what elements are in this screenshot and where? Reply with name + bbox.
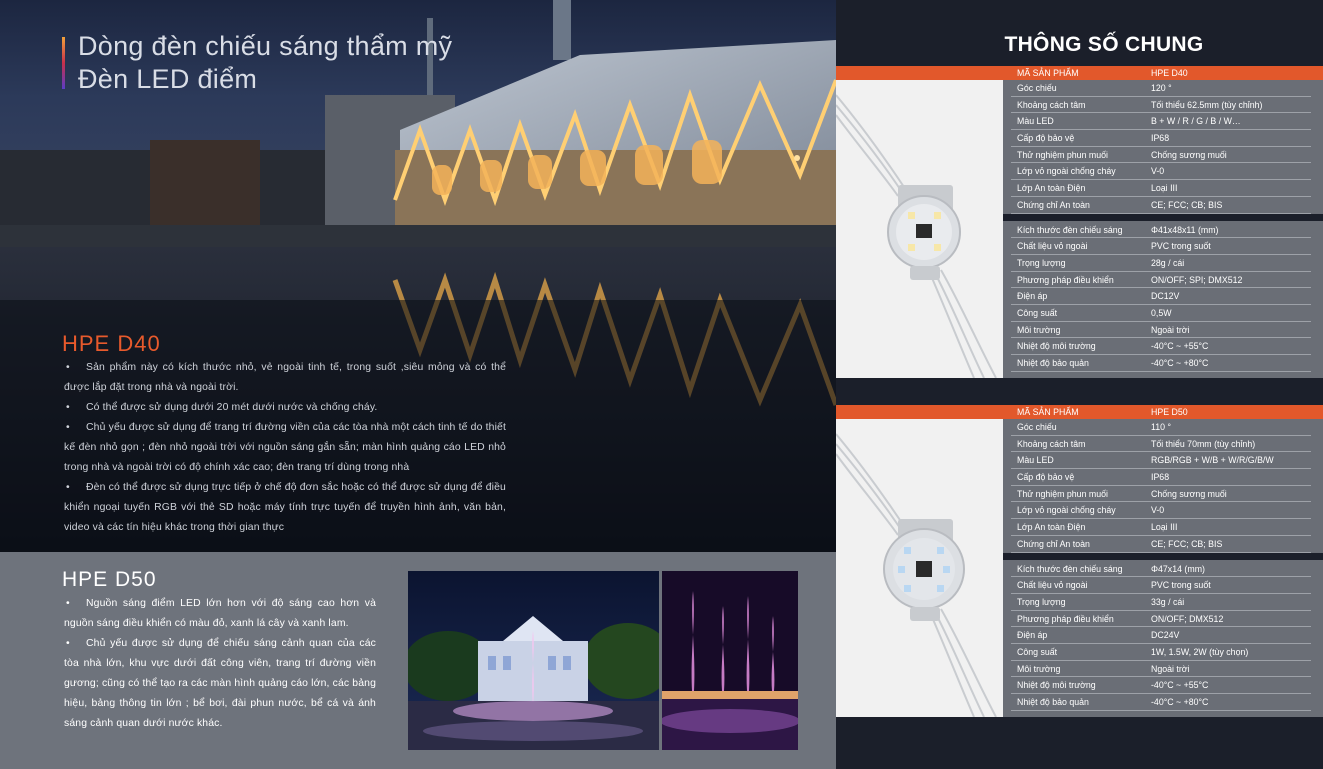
spec-key: Khoảng cách tâm [1017,438,1086,449]
fountain-photo-palace [408,571,659,750]
spec-value: Ngoài trời [1151,324,1190,335]
spec-value: DC12V [1151,291,1180,302]
title-accent-bar [62,37,65,89]
spec-row [1003,519,1323,536]
spec-key: Khoảng cách tâm [1017,99,1086,110]
spec-row [1003,305,1323,322]
d50-product-image [836,419,1003,717]
spec-row [1003,113,1323,130]
spec-key: Phương pháp điều khiển [1017,274,1114,285]
d50-spec-panel [1003,419,1323,717]
spec-key: Thử nghiệm phun muối [1017,488,1108,499]
spec-value: IP68 [1151,133,1170,144]
spec-key: Màu LED [1017,116,1054,127]
d50-section [0,552,836,769]
spec-row [1003,163,1323,180]
spec-row [1003,255,1323,272]
spec-row [1003,502,1323,519]
spec-row [1003,594,1323,611]
spec-value: 28g / cái [1151,257,1185,268]
group-separator [1003,214,1323,221]
spec-key: Điện áp [1017,291,1048,302]
spec-key: Chất liệu vỏ ngoài [1017,580,1088,591]
specs-heading: THÔNG SỐ CHUNG [1004,33,1204,56]
specs-page [836,0,1323,769]
spec-value: 110 ° [1151,422,1171,432]
spec-key: Chứng chỉ An toàn [1017,199,1090,210]
d50-spec-group-technical [1003,561,1323,711]
row-divider [1011,710,1311,711]
spec-row [1003,147,1323,164]
d50-spec-group-general [1003,419,1323,553]
spec-value: 1W, 1.5W, 2W (tùy chọn) [1151,646,1249,657]
d40-bullet-text: Có thể được sử dụng dưới 20 mét dưới nước và chống cháy. [86,402,378,413]
spec-row [1003,272,1323,289]
spec-value: RGB/RGB + W/B + W/R/G/B/W [1151,455,1274,466]
spec-key: Nhiệt độ môi trường [1017,341,1096,352]
spec-value: 120 ° [1151,83,1172,93]
spec-row [1003,611,1323,628]
spec-value: DC24V [1151,630,1180,641]
spec-row [1003,419,1323,436]
group-separator [1003,553,1323,560]
spec-row [1003,452,1323,469]
spec-key: Môi trường [1017,324,1061,335]
spec-key: Môi trường [1017,663,1061,674]
spec-key: Phương pháp điều khiển [1017,613,1114,624]
spec-row [1003,322,1323,339]
bullet-dot: • [66,598,70,609]
spec-key: Cấp độ bảo vệ [1017,133,1075,144]
bullet-dot: • [66,402,70,413]
product-code-value: HPE D40 [1151,68,1188,78]
spec-row [1003,288,1323,305]
spec-value: -40°C ~ +80°C [1151,697,1209,707]
spec-key: Lớp An toàn Điện [1017,522,1086,533]
spec-value: Tối thiểu 62.5mm (tùy chỉnh) [1151,99,1263,110]
spec-key: Cấp độ bảo vệ [1017,472,1075,483]
d40-heading: HPE D40 [62,331,161,356]
spec-row [1003,677,1323,694]
spec-key: Công suất [1017,307,1058,318]
spec-key: Lớp vỏ ngoài chống cháy [1017,505,1116,516]
d40-spec-group-technical [1003,222,1323,372]
spec-value: 33g / cái [1151,596,1185,607]
spec-value: -40°C ~ +55°C [1151,680,1209,691]
spec-row [1003,536,1323,553]
spec-value: Φ47x14 (mm) [1151,563,1205,574]
spec-row [1003,469,1323,486]
product-code-label: MÃ SẢN PHẨM [1017,68,1079,78]
spec-row [1003,694,1323,711]
spec-value: Φ41x48x11 (mm) [1151,224,1219,235]
spec-row [1003,436,1323,453]
spec-row [1003,627,1323,644]
title-line-1: Dòng đèn chiếu sáng thẩm mỹ [78,31,453,61]
spec-row [1003,577,1323,594]
spec-value: ON/OFF; DMX512 [1151,613,1224,624]
bullet-dot: • [66,362,70,373]
spec-row [1003,644,1323,661]
spec-key: Nhiệt độ môi trường [1017,680,1096,691]
d50-spec-header [836,405,1323,419]
spec-value: Chống sương muối [1151,488,1227,499]
d50-spec-table [836,405,1323,717]
spec-key: Lớp vỏ ngoài chống cháy [1017,166,1116,177]
spec-key: Góc chiếu [1017,422,1057,432]
spec-value: -40°C ~ +55°C [1151,341,1209,352]
d40-bullet-text: Đèn có thể được sử dụng trực tiếp ở chế độ đơn sắc hoặc có thể được sử dụng để điều khiển ngoại tuyến RGB với thẻ SD hoặc máy tính trực tuyến để truyền hình ảnh, văn bản, video và các tín hiệu khác trong thời gian thực [64,482,506,533]
spec-row [1003,486,1323,503]
spec-value: Chống sương muối [1151,149,1227,160]
bullet-dot: • [66,422,70,433]
spec-row [1003,180,1323,197]
d40-product-image [836,80,1003,378]
d50-bullet-text: Chủ yếu được sử dụng để chiếu sáng cảnh quan của các tòa nhà lớn, khu vực dưới đất công viên, trang trí đường viền gương; cũng có thể tạo ra các màn hình quảng cáo lớn, các bảng hiệu, bảng thông tin lớn ; bể bơi, đài phun nước, bể cá và ánh sáng cảnh quan dưới nước khác. [64,638,376,729]
d40-bullet-3 [64,418,506,478]
spec-value: 0,5W [1151,307,1172,318]
d40-spec-group-general [1003,80,1323,214]
product-code-label: MÃ SẢN PHẨM [1017,407,1079,417]
spec-value: CE; FCC; CB; BIS [1151,538,1223,549]
spec-value: IP68 [1151,472,1170,483]
spec-key: Kích thước đèn chiếu sáng [1017,224,1123,235]
spec-key: Kích thước đèn chiếu sáng [1017,563,1123,574]
spec-key: Trọng lượng [1017,257,1066,268]
d50-bullet-2 [64,634,376,734]
d40-spec-header [836,66,1323,80]
spec-row [1003,80,1323,97]
page-title [78,30,452,96]
spec-value: ON/OFF; SPI; DMX512 [1151,274,1243,285]
d40-bullet-text: Chủ yếu được sử dụng để trang trí đường viền của các tòa nhà một cách tinh tế do thiết kế đèn nhỏ gọn ; đèn nhỏ ngoài trời với nguồn sáng gắn sẵn; màn hình quảng cáo LED nhỏ trong nhà và ngoài trời có độ chính xác cao; đèn trang trí dùng trong nhà [64,422,506,473]
hero-photo-building [0,0,836,552]
spec-value: V-0 [1151,166,1165,177]
spec-value: Ngoài trời [1151,663,1190,674]
spec-row [1003,222,1323,239]
d40-spec-panel [1003,80,1323,378]
d40-bullet-1 [64,358,506,398]
spec-value: CE; FCC; CB; BIS [1151,199,1223,210]
d50-bullet-text: Nguồn sáng điểm LED lớn hơn với độ sáng cao hơn và nguồn sáng điều khiển có màu đỏ, xanh lá cây và xanh lam. [64,598,376,629]
spec-key: Góc chiếu [1017,83,1057,93]
spec-row [1003,355,1323,372]
d40-bullet-text: Sản phẩm này có kích thước nhỏ, vẻ ngoài tinh tế, trong suốt ,siêu mỏng và có thể được lắp đặt trong nhà và ngoài trời. [64,362,506,393]
spec-value: PVC trong suốt [1151,580,1211,591]
product-code-value: HPE D50 [1151,407,1188,417]
d40-bullet-2 [64,398,506,418]
bullet-dot: • [66,482,70,493]
spec-key: Màu LED [1017,455,1054,466]
fountain-photo-jets [662,571,798,750]
spec-row [1003,197,1323,214]
spec-row [1003,130,1323,147]
spec-value: Loại III [1151,183,1178,194]
spec-row [1003,561,1323,578]
spec-value: Tối thiểu 70mm (tùy chỉnh) [1151,438,1256,449]
spec-key: Chất liệu vỏ ngoài [1017,241,1088,252]
spec-row [1003,338,1323,355]
d40-spec-table [836,66,1323,378]
row-divider [1011,371,1311,372]
spec-value: -40°C ~ +80°C [1151,358,1209,368]
spec-key: Nhiệt độ bảo quản [1017,697,1089,707]
spec-key: Chứng chỉ An toàn [1017,538,1090,549]
spec-value: Loại III [1151,522,1178,533]
spec-row [1003,661,1323,678]
d50-description [64,594,376,734]
spec-value: B + W / R / G / B / W… [1151,116,1241,127]
d50-heading: HPE D50 [62,568,157,591]
d40-description [64,358,506,538]
d40-bullet-4 [64,478,506,538]
bullet-dot: • [66,638,70,649]
spec-key: Điện áp [1017,630,1048,641]
spec-value: PVC trong suốt [1151,241,1211,252]
spec-value: V-0 [1151,505,1165,516]
title-line-2: Đèn LED điểm [78,64,258,94]
d50-bullet-1 [64,594,376,634]
spec-key: Trọng lượng [1017,596,1066,607]
spec-key: Lớp An toàn Điện [1017,183,1086,194]
spec-key: Thử nghiệm phun muối [1017,149,1108,160]
spec-key: Nhiệt độ bảo quản [1017,358,1089,368]
spec-key: Công suất [1017,646,1058,657]
spec-row [1003,238,1323,255]
spec-row [1003,97,1323,114]
